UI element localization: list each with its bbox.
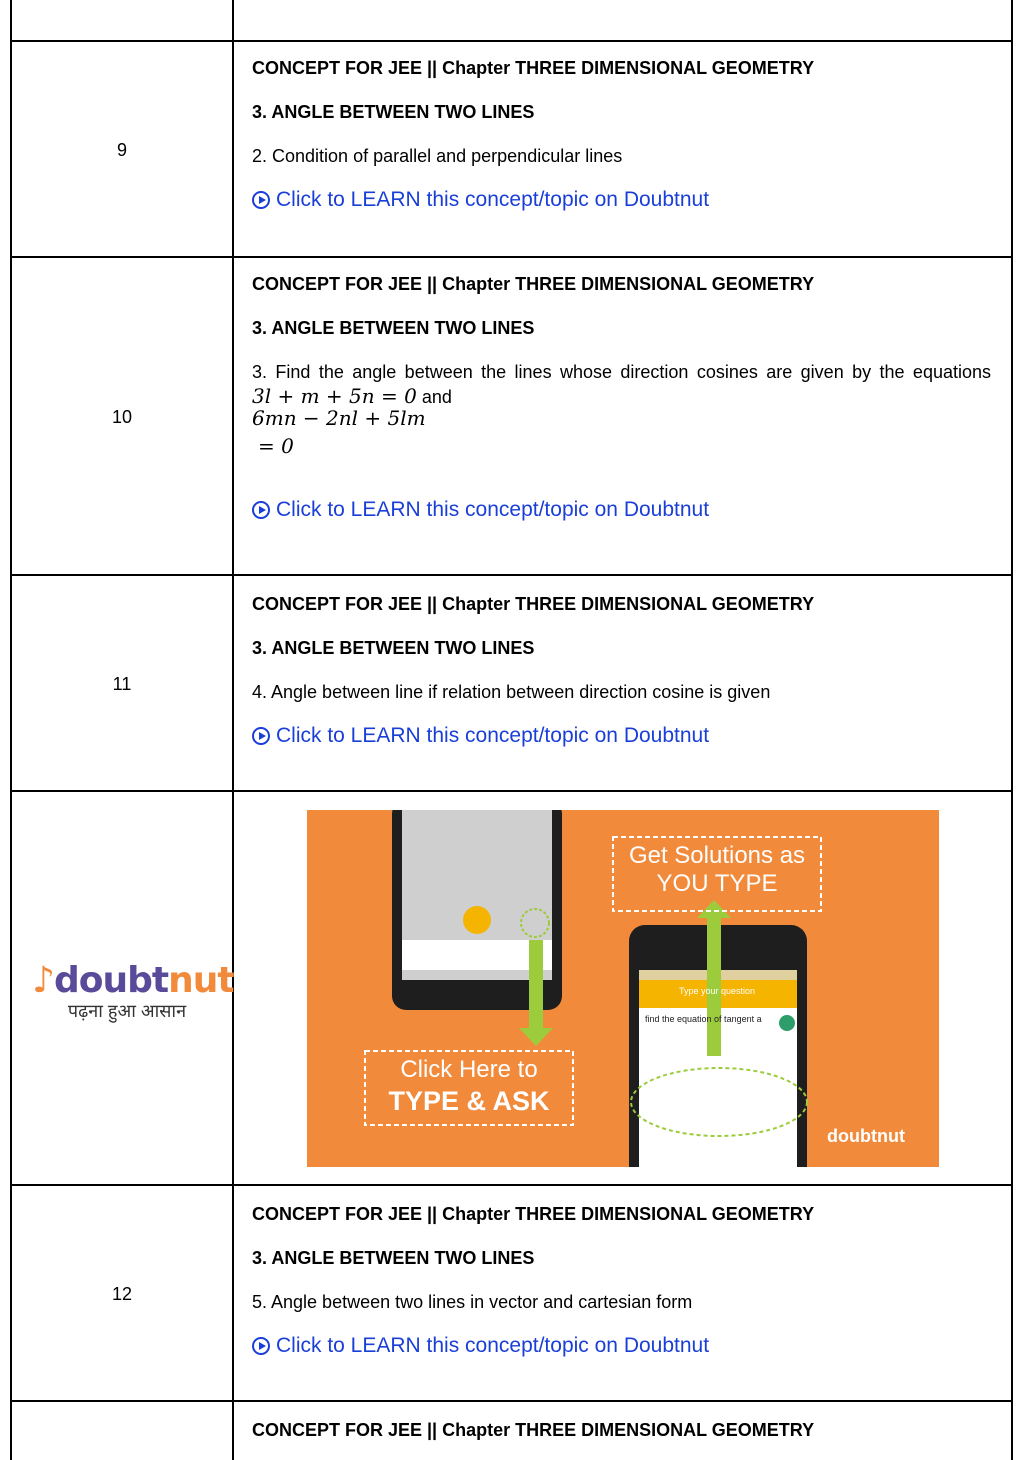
concept-title: CONCEPT FOR JEE || Chapter THREE DIMENSIONAL GEOMETRY — [252, 58, 815, 78]
you-type-text: YOU TYPE — [656, 870, 778, 897]
get-solutions-text: Get Solutions as — [628, 842, 806, 869]
table-row — [10, 1400, 1013, 1460]
search-text: find the equation of tangent a — [645, 1014, 762, 1024]
concept-title: CONCEPT FOR JEE || Chapter THREE DIMENSIONAL GEOMETRY — [252, 1420, 815, 1440]
ad-row — [10, 790, 1013, 1186]
table-row — [10, 0, 1013, 42]
section-title: 3. ANGLE BETWEEN TWO LINES — [252, 638, 535, 658]
section-title: 3. ANGLE BETWEEN TWO LINES — [252, 102, 535, 122]
learn-link-label: Click to LEARN this concept/topic on Doubtnut — [276, 724, 710, 747]
table-row — [10, 40, 1013, 258]
learn-link-label: Click to LEARN this concept/topic on Doubtnut — [276, 1334, 710, 1357]
row-number: 12 — [12, 1186, 234, 1402]
learn-link-label: Click to LEARN this concept/topic on Doubtnut — [276, 188, 710, 211]
section-title: 3. ANGLE BETWEEN TWO LINES — [252, 1248, 535, 1268]
banner-brand: doubtnut — [827, 1126, 905, 1146]
promo-banner[interactable] — [307, 810, 939, 1167]
row-number: 9 — [12, 42, 234, 258]
row-number: 10 — [12, 258, 234, 576]
logo-wordmark: ♪doubtnut — [32, 960, 234, 1001]
row-number: 11 — [12, 576, 234, 792]
doubtnut-logo — [32, 960, 234, 1023]
equation-1: 3l + m + 5n = 0 — [252, 384, 417, 408]
learn-link[interactable] — [252, 1334, 709, 1358]
section-title: 3. ANGLE BETWEEN TWO LINES — [252, 318, 535, 338]
concept-title: CONCEPT FOR JEE || Chapter THREE DIMENSIONAL GEOMETRY — [252, 1204, 815, 1224]
concept-title: CONCEPT FOR JEE || Chapter THREE DIMENSIONAL GEOMETRY — [252, 594, 815, 614]
learn-link[interactable] — [252, 188, 709, 212]
equation-3: = 0 — [258, 434, 294, 458]
learn-link-label: Click to LEARN this concept/topic on Doubtnut — [276, 498, 710, 521]
table-row — [10, 574, 1013, 792]
topic-description: 4. Angle between line if relation between direction cosine is given — [252, 682, 771, 702]
topic-description: 2. Condition of parallel and perpendicular lines — [252, 146, 623, 166]
row-number — [12, 0, 234, 42]
concept-title: CONCEPT FOR JEE || Chapter THREE DIMENSIONAL GEOMETRY — [252, 274, 815, 294]
music-note-icon: ♪ — [32, 960, 54, 1001]
equation-line — [252, 384, 991, 408]
topic-description: 5. Angle between two lines in vector and cartesian form — [252, 1292, 693, 1312]
table-row — [10, 1184, 1013, 1402]
play-circle-icon — [252, 501, 270, 519]
table-row — [10, 256, 1013, 576]
logo-cell — [12, 792, 234, 1186]
topic-description: 3. Find the angle between the lines whose direction cosines are given by the equations — [252, 362, 991, 382]
learn-link[interactable] — [252, 498, 709, 522]
click-here-text: Click Here to — [400, 1056, 538, 1083]
play-circle-icon — [252, 191, 270, 209]
equation-2: 6mn − 2nl + 5lm — [252, 406, 426, 430]
learn-link[interactable] — [252, 724, 709, 748]
and-text: and — [421, 387, 452, 407]
play-circle-icon — [252, 727, 270, 745]
row-number — [12, 1402, 234, 1460]
type-question-text: Type your question — [679, 986, 756, 996]
logo-tagline: पढ़ना हुआ आसान — [67, 1001, 187, 1021]
type-ask-text: TYPE & ASK — [388, 1086, 550, 1116]
play-circle-icon — [252, 1337, 270, 1355]
